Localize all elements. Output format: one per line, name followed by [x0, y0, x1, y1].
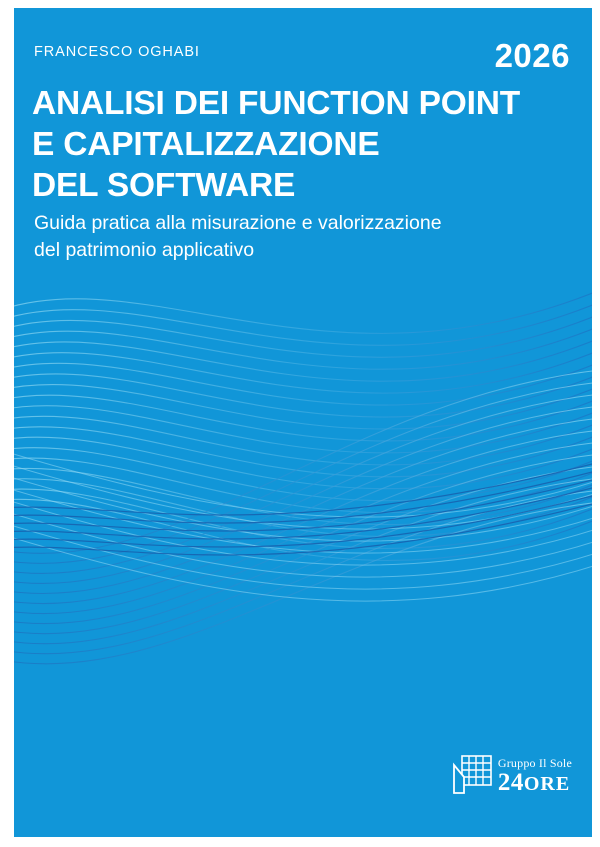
publisher-word: ORE — [523, 773, 571, 796]
publisher-group-name: Gruppo Il Sole — [497, 756, 572, 771]
title-line-2: E CAPITALIZZAZIONE — [32, 125, 380, 163]
publisher-number: 24 — [497, 769, 524, 797]
publication-year: 2026 — [494, 37, 570, 74]
page-title — [32, 84, 577, 207]
title-line-3: DEL SOFTWARE — [32, 166, 296, 204]
title-line-1: ANALISI DEI FUNCTION POINT — [32, 85, 520, 122]
page-margin-top — [0, 0, 600, 8]
page-margin-left — [0, 0, 14, 847]
author-name: FRANCESCO OGHABI — [34, 44, 200, 60]
publisher-text — [498, 757, 572, 795]
page-margin-right — [592, 0, 600, 847]
subtitle-line-1: Guida pratica alla misurazione e valorizzazione — [34, 212, 442, 234]
wave-artwork — [0, 250, 600, 690]
page-margin-bottom — [0, 837, 600, 847]
publisher-brand — [498, 771, 570, 795]
page-subtitle — [34, 210, 554, 264]
sole-24-ore-mark-icon — [452, 755, 492, 795]
publisher-logo — [452, 755, 572, 795]
subtitle-line-2: del patrimonio applicativo — [34, 238, 255, 261]
